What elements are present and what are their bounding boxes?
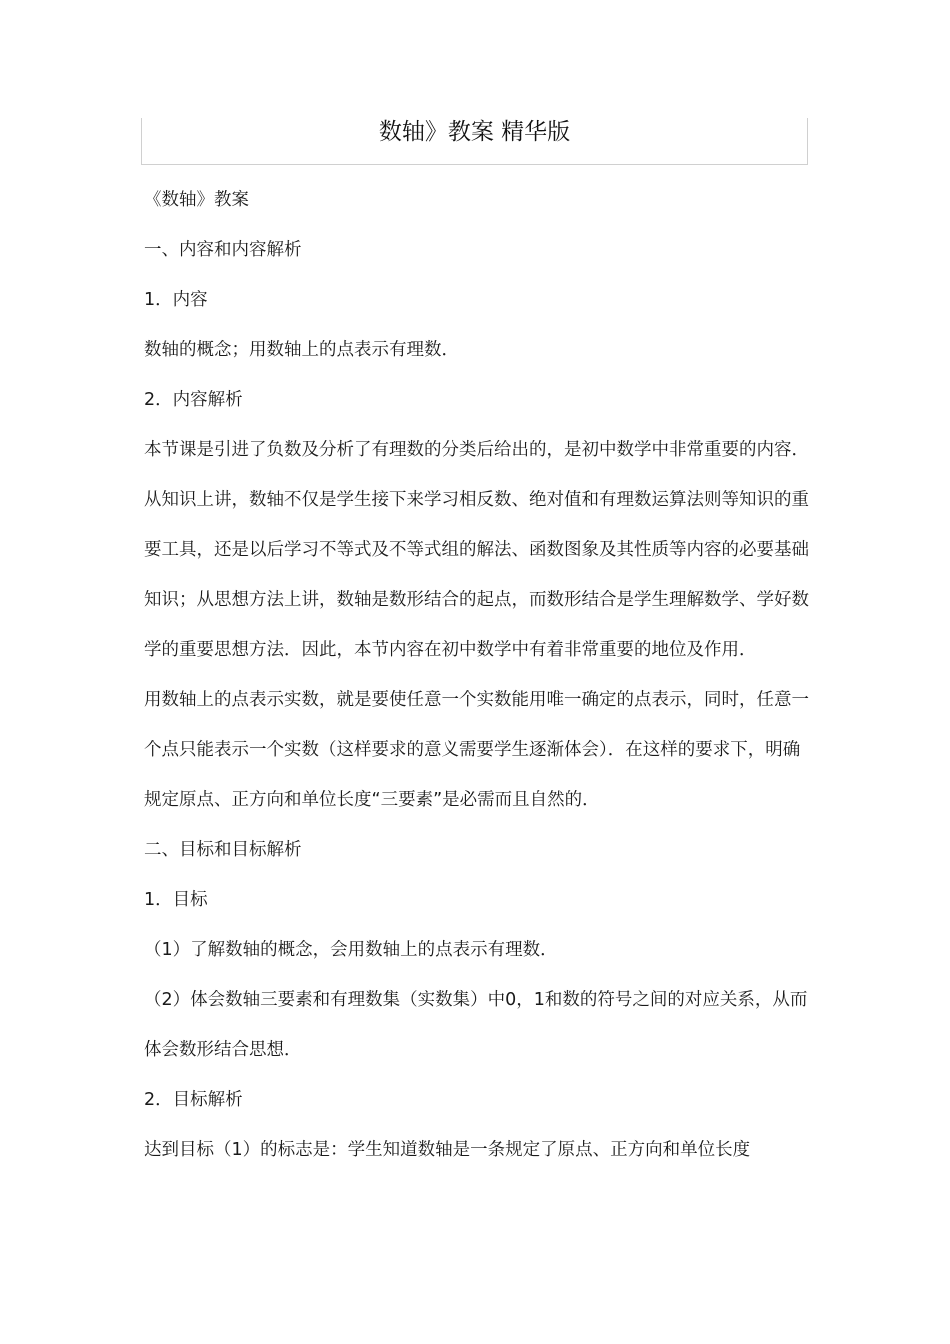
lesson-heading: 《数轴》教案: [144, 190, 249, 210]
subsection-heading-content: 1．内容: [144, 290, 208, 310]
document-body: [144, 175, 812, 1175]
subsection-heading-goal-analysis: 2．目标解析: [144, 1090, 243, 1110]
subsection-heading-content-analysis: 2．内容解析: [144, 390, 243, 410]
section-heading-goals: 二、目标和目标解析: [144, 840, 302, 860]
title-header: [141, 118, 808, 165]
section-heading-content: 一、内容和内容解析: [144, 240, 302, 260]
subsection-heading-goals: 1．目标: [144, 890, 208, 910]
page-title: 数轴》教案 精华版: [378, 119, 571, 145]
goal-item-2: （2）体会数轴三要素和有理数集（实数集）中0，1和数的符号之间的对应关系，从而体会数形结合思想．: [144, 990, 808, 1060]
paragraph-real-number-points: 用数轴上的点表示实数，就是要使任意一个实数能用唯一确定的点表示，同时，任意一个点只能表示一个实数（这样要求的意义需要学生逐渐体会）．在这样的要求下，明确规定原点、正方向和单位长度“三要素”是必需而且自然的．: [144, 690, 809, 810]
paragraph-content-analysis: 本节课是引进了负数及分析了有理数的分类后给出的，是初中数学中非常重要的内容．从知识上讲，数轴不仅是学生接下来学习相反数、绝对值和有理数运算法则等知识的重要工具，还是以后学习不等式及不等式组的解法、函数图象及其性质等内容的必要基础知识；从思想方法上讲，数轴是数形结合的起点，而数形结合是学生理解数学、学好数学的重要思想方法．因此，本节内容在初中数学中有着非常重要的地位及作用．: [144, 440, 809, 660]
goal-item-1: （1）了解数轴的概念，会用数轴上的点表示有理数．: [144, 940, 558, 960]
paragraph-goal-analysis: 达到目标（1）的标志是：学生知道数轴是一条规定了原点、正方向和单位长度: [144, 1140, 751, 1160]
paragraph-content: 数轴的概念；用数轴上的点表示有理数．: [144, 340, 459, 360]
